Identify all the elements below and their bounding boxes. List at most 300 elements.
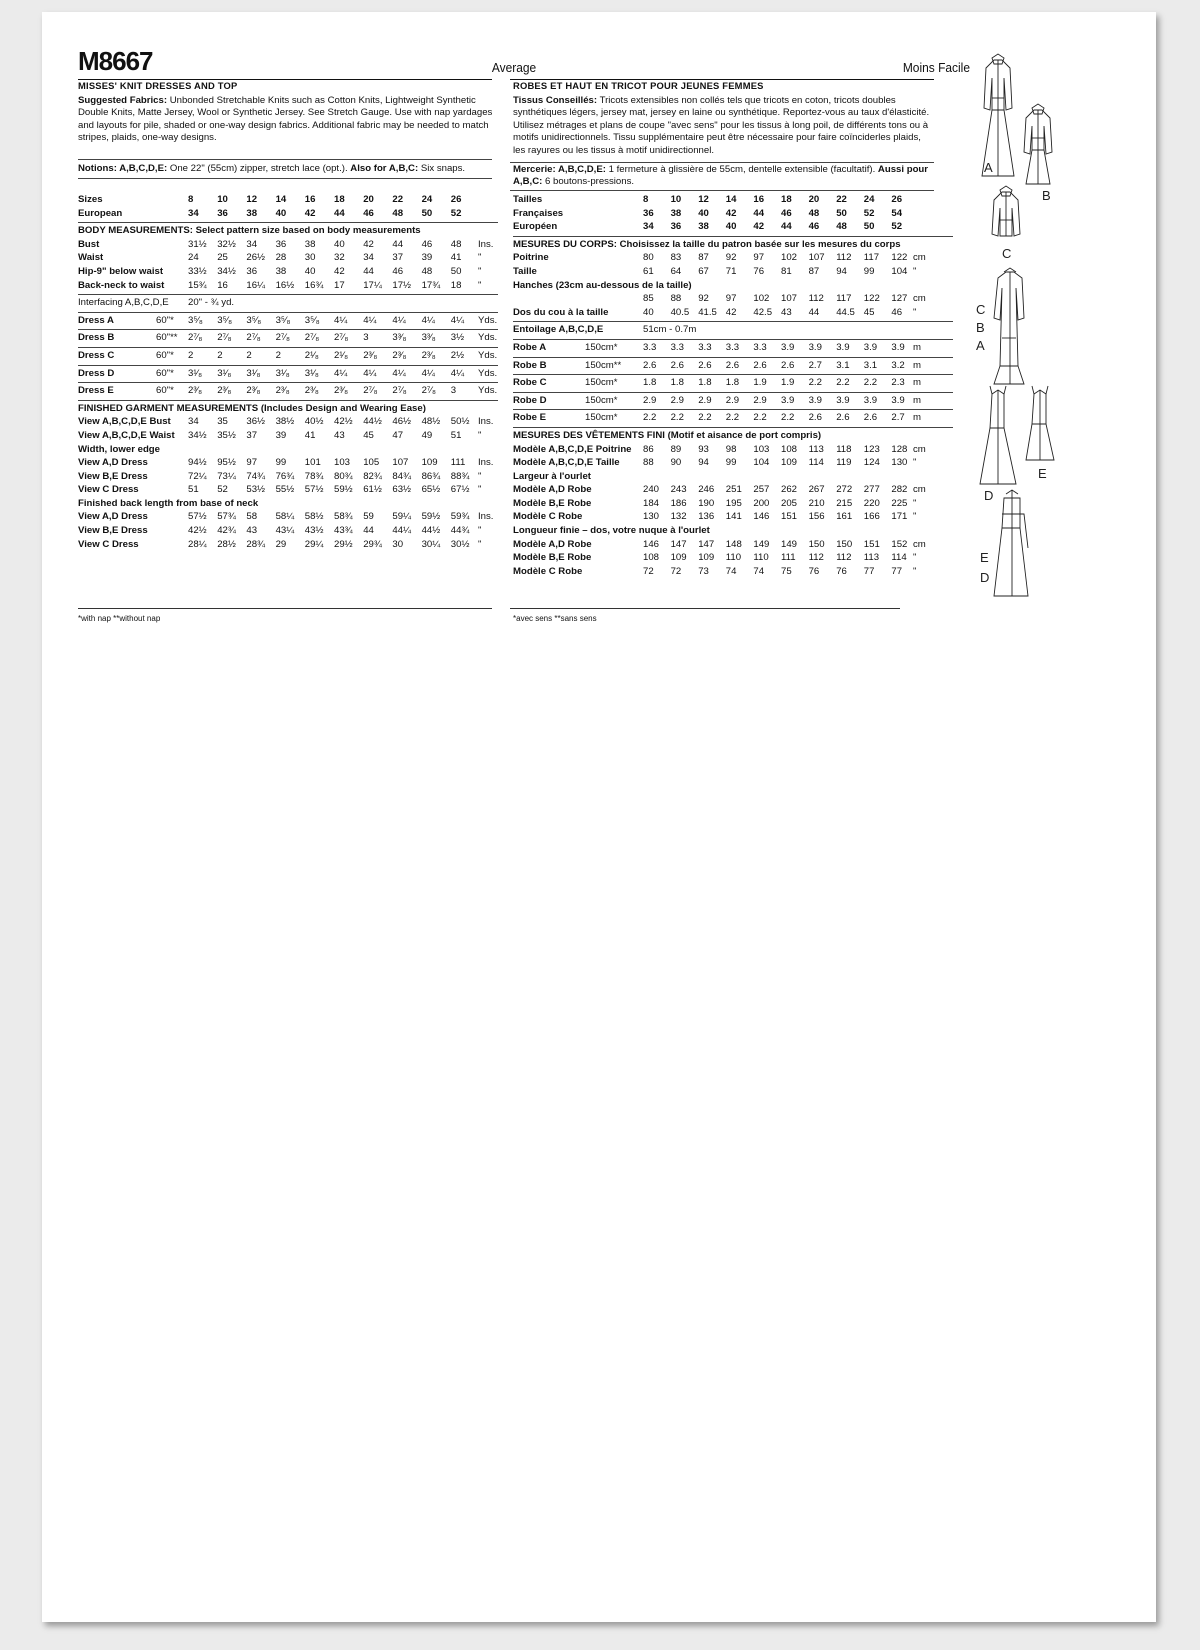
yardage-row xyxy=(78,332,498,346)
table-row xyxy=(78,416,498,430)
row-label: Hanches (23cm au-dessous de la taille) xyxy=(513,279,692,291)
table-cell: 44¼ xyxy=(392,525,412,537)
row-label: Dos du cou à la taille xyxy=(513,306,609,318)
table-cell: 3³⁄₈ xyxy=(421,332,436,344)
table-cell: 107 xyxy=(392,457,409,469)
table-cell: 28 xyxy=(275,252,287,264)
table-cell: 4¼ xyxy=(392,314,406,326)
table-cell: 166 xyxy=(863,511,880,523)
table-cell: 1.8 xyxy=(698,377,712,389)
table-cell: 50 xyxy=(421,207,433,219)
table-cell: 4¼ xyxy=(363,314,377,326)
table-cell: 42 xyxy=(304,207,316,219)
table-cell: 156 xyxy=(808,511,825,523)
notions-also-label-fr: Aussi pour A,B,C: xyxy=(513,164,929,188)
table-row xyxy=(513,539,953,553)
notions-label-fr: Mercerie: A,B,C,D,E: xyxy=(513,164,606,175)
table-row xyxy=(78,484,498,498)
row-label: Dress E xyxy=(78,385,114,397)
fabrics-label-en: Suggested Fabrics: xyxy=(78,95,168,106)
table-cell: 48 xyxy=(392,207,404,219)
table-cell: 3⁵⁄₈ xyxy=(246,314,262,326)
table-cell: 42.5 xyxy=(753,306,773,318)
table-cell: 117 xyxy=(836,293,852,305)
table-cell: 2.6 xyxy=(725,359,740,371)
table-cell: 3¹⁄₈ xyxy=(246,367,261,379)
table-cell: 2³⁄₈ xyxy=(217,385,232,397)
table-cell: 267 xyxy=(808,484,825,496)
table-cell: 112 xyxy=(808,552,824,564)
notions-text-en: One 22" (55cm) zipper, stretch lace (opt.). xyxy=(169,163,348,174)
row-label: Françaises xyxy=(513,207,564,219)
row-label: Robe C xyxy=(513,377,547,389)
table-cell: 41 xyxy=(450,252,462,264)
table-cell: 46½ xyxy=(392,416,412,428)
interfacing-row-fr xyxy=(513,324,953,338)
table-cell: 94 xyxy=(698,457,709,469)
table-row xyxy=(78,239,498,253)
table-cell: 24 xyxy=(188,252,199,264)
table-cell: 26 xyxy=(450,194,462,205)
rule xyxy=(510,162,934,163)
table-cell: 61 xyxy=(643,265,654,277)
table-cell: 1.9 xyxy=(753,377,767,389)
fabric-width: 60"* xyxy=(156,385,174,397)
table-cell: 2.7 xyxy=(808,359,822,371)
unit: " xyxy=(478,470,482,482)
rule xyxy=(513,409,953,410)
row-label: Modèle A,D Robe xyxy=(513,484,592,496)
table-cell: 112 xyxy=(808,293,824,305)
table-cell: 81 xyxy=(781,265,792,277)
table-cell: 272 xyxy=(836,484,853,496)
unit: " xyxy=(478,265,482,277)
table-cell: 40 xyxy=(698,207,709,219)
table-cell: 43 xyxy=(246,525,258,537)
table-cell: 40 xyxy=(304,265,316,277)
view-label-d: D xyxy=(984,488,994,503)
table-cell: 34½ xyxy=(217,265,236,277)
table-cell: 34½ xyxy=(188,429,207,441)
table-cell: 10 xyxy=(217,194,228,205)
table-cell: 149 xyxy=(753,538,770,550)
table-cell: 52 xyxy=(863,207,875,219)
table-cell: 73¼ xyxy=(217,470,236,482)
table-cell: 150 xyxy=(808,538,825,550)
table-cell: 2.6 xyxy=(670,359,684,371)
view-label-c: C xyxy=(1002,246,1012,261)
interfacing-row xyxy=(78,297,498,311)
table-cell: 2.2 xyxy=(725,412,740,424)
row-label: Entoilage A,B,C,D,E xyxy=(513,324,604,336)
table-cell: 22 xyxy=(392,194,404,205)
notions-text-fr: 1 fermeture à glissière de 55cm, dentelle extensible (facultatif). xyxy=(608,164,876,175)
table-cell: 87 xyxy=(698,252,709,264)
table-cell: 76 xyxy=(753,265,765,277)
row-label: Robe A xyxy=(513,341,547,353)
table-cell: 2.2 xyxy=(670,412,684,424)
table-cell: 35 xyxy=(217,416,228,428)
fabrics-text-en: Unbonded Stretchable Knits such as Cotton Knits, Lightweight Synthetic Double Knits, Matte Jersey, Wool or Synthetic Jersey. See Stretch Gauge. Use with nap yardages and layouts for pile, shaded or one-way design fabrics. Additional fabric may be needed to match stripes, plaids, one-way designs. xyxy=(78,95,493,144)
measurements-table-en xyxy=(78,194,498,552)
table-cell: 36 xyxy=(670,221,682,233)
table-cell: 92 xyxy=(725,252,737,264)
notions-also-label-en: Also for A,B,C: xyxy=(350,163,419,174)
table-cell: 240 xyxy=(643,484,660,496)
row-label: Dress C xyxy=(78,349,115,361)
table-cell: 50 xyxy=(863,221,875,233)
unit: Ins. xyxy=(478,511,494,523)
table-cell: 47 xyxy=(392,429,404,441)
table-cell: 18 xyxy=(781,194,792,205)
table-cell: 109 xyxy=(421,457,438,469)
table-cell: 74 xyxy=(753,565,765,577)
table-cell: 51 xyxy=(188,484,199,496)
table-row xyxy=(78,266,498,280)
unit: " xyxy=(478,538,482,550)
unit: " xyxy=(913,497,917,509)
row-label: Interfacing A,B,C,D,E xyxy=(78,297,169,309)
table-cell: 2.9 xyxy=(670,394,684,406)
table-cell: 2³⁄₈ xyxy=(275,385,290,397)
table-cell: 48 xyxy=(450,238,462,250)
row-label: View B,E Dress xyxy=(78,470,148,482)
table-cell: 122 xyxy=(863,293,880,305)
measurements-table-fr xyxy=(513,194,953,579)
table-cell: 74¾ xyxy=(246,470,266,482)
table-cell: 149 xyxy=(781,538,798,550)
table-row xyxy=(78,511,498,525)
hip-row-fr xyxy=(513,293,953,307)
table-row xyxy=(513,307,953,321)
table-cell: 3¹⁄₈ xyxy=(188,367,203,379)
footnote-rule-fr xyxy=(510,608,900,609)
unit: cm xyxy=(913,538,926,550)
table-cell: 3.9 xyxy=(808,341,822,353)
table-cell: 190 xyxy=(698,497,715,509)
table-cell: 151 xyxy=(781,511,798,523)
unit: Ins. xyxy=(478,416,494,428)
unit: m xyxy=(913,359,921,371)
table-cell: 90 xyxy=(670,457,682,469)
table-cell: 57¾ xyxy=(217,511,236,523)
unit: Ins. xyxy=(478,457,494,469)
unit: Yds. xyxy=(478,349,498,361)
table-cell: 112 xyxy=(836,552,852,564)
table-cell: 16 xyxy=(217,279,228,291)
table-cell: 31½ xyxy=(188,238,207,250)
table-cell: 85 xyxy=(643,293,654,305)
table-cell: 3⁵⁄₈ xyxy=(275,314,291,326)
table-cell: 93 xyxy=(698,443,709,455)
table-cell: 119 xyxy=(836,457,852,469)
table-cell: 3¹⁄₈ xyxy=(217,367,232,379)
table-cell: 18 xyxy=(334,194,345,205)
table-cell: 65½ xyxy=(421,484,441,496)
table-cell: 18 xyxy=(450,279,462,291)
dress-b-sketch xyxy=(1024,104,1052,203)
table-cell: 215 xyxy=(836,497,853,509)
table-cell: 97 xyxy=(725,293,737,305)
table-cell: 38½ xyxy=(275,416,295,428)
table-cell: 3.9 xyxy=(781,394,795,406)
table-cell: 122 xyxy=(891,252,908,264)
rule xyxy=(513,357,953,358)
table-cell: 30 xyxy=(304,252,316,264)
yardage-row xyxy=(78,315,498,329)
back-view-ed-sketch xyxy=(980,490,1028,596)
table-cell: 251 xyxy=(725,484,742,496)
unit: " xyxy=(913,552,917,564)
fabrics-label-fr: Tissus Conseillés: xyxy=(513,95,598,106)
row-label: BODY MEASUREMENTS: Select pattern size based on body measurements xyxy=(78,225,421,237)
pattern-number: M8667 xyxy=(78,46,153,76)
table-cell: 44 xyxy=(781,221,792,233)
rule xyxy=(78,312,498,313)
table-cell: 40 xyxy=(643,306,654,318)
table-cell: 2³⁄₈ xyxy=(304,385,319,397)
unit: Yds. xyxy=(478,367,498,379)
table-cell: 2³⁄₈ xyxy=(188,385,203,397)
table-cell: 44½ xyxy=(363,416,382,428)
row-label: Back-neck to waist xyxy=(78,279,165,291)
table-cell: 3.9 xyxy=(863,394,878,406)
table-cell: 36½ xyxy=(246,416,266,428)
table-cell: 4¼ xyxy=(421,314,435,326)
table-cell: 2.6 xyxy=(808,412,822,424)
table-cell: 80 xyxy=(643,252,654,264)
table-cell: 14 xyxy=(725,194,737,205)
yardage-row xyxy=(78,368,498,382)
table-cell: 40 xyxy=(334,238,345,250)
table-cell: 26½ xyxy=(246,252,266,264)
row-label: Modèle B,E Robe xyxy=(513,552,592,564)
table-row xyxy=(513,444,953,458)
table-cell: 46 xyxy=(891,306,903,318)
table-cell: 186 xyxy=(670,497,687,509)
unit: Yds. xyxy=(478,385,498,397)
table-cell: 36 xyxy=(217,207,228,219)
rule xyxy=(513,321,953,322)
table-cell: 34 xyxy=(363,252,374,264)
table-cell: 48½ xyxy=(421,416,441,428)
table-cell: 42 xyxy=(363,238,374,250)
table-cell: 108 xyxy=(781,443,798,455)
table-cell: 3.9 xyxy=(836,394,850,406)
table-cell: 34 xyxy=(188,207,199,219)
top-c-sketch xyxy=(992,186,1020,261)
table-cell: 2.6 xyxy=(836,412,850,424)
table-cell: 16¾ xyxy=(304,279,324,291)
table-row xyxy=(78,457,498,471)
table-cell: 95½ xyxy=(217,457,236,469)
rule xyxy=(78,365,498,366)
table-cell: 48 xyxy=(421,265,433,277)
table-cell: 42 xyxy=(725,207,737,219)
rule xyxy=(78,400,498,401)
table-cell: 3.9 xyxy=(863,341,878,353)
table-cell: 76¾ xyxy=(275,470,295,482)
table-cell: 42½ xyxy=(188,525,207,537)
table-cell: 44¾ xyxy=(450,525,470,537)
table-cell: 17¼ xyxy=(363,279,382,291)
table-cell: 40.5 xyxy=(670,306,690,318)
back-view-cba-sketch xyxy=(976,268,1024,384)
table-cell: 117 xyxy=(863,252,880,264)
rule xyxy=(78,159,492,160)
yardage-row xyxy=(513,395,953,409)
table-cell: 107 xyxy=(781,293,798,305)
table-row xyxy=(513,266,953,280)
table-cell: 87 xyxy=(808,265,820,277)
table-cell: 88¾ xyxy=(450,470,470,482)
table-cell: 42¾ xyxy=(217,525,236,537)
table-cell: 37 xyxy=(392,252,404,264)
table-cell: 73 xyxy=(698,565,709,577)
table-cell: 17 xyxy=(334,279,345,291)
unit: " xyxy=(478,279,482,291)
table-cell: 43¼ xyxy=(275,525,295,537)
row-label: Robe E xyxy=(513,412,547,424)
table-cell: 36 xyxy=(246,265,258,277)
table-cell: 3.1 xyxy=(863,359,878,371)
table-cell: 22 xyxy=(836,194,847,205)
table-cell: 89 xyxy=(670,443,682,455)
yardage-row xyxy=(78,350,498,364)
table-cell: 50½ xyxy=(450,416,470,428)
table-cell: 34 xyxy=(643,221,654,233)
rule xyxy=(78,178,492,179)
table-cell: 58¼ xyxy=(275,511,295,523)
notions-label-en: Notions: A,B,C,D,E: xyxy=(78,163,168,174)
fabrics-text-fr: Tricots extensibles non collés tels que tricots en coton, tricots doubles synthétiques légers, jersey mat, jersey en laine ou synthétique. Reportez-vous au taux d'élasticité. Utilisez métrages et plans de coupe "avec sens" pour les tissus à long poil, de différents tons ou à motifs unidirectionnels. Tissu supplémentaire peut être nécessaire pour faire coïnciderles plaids, les rayures ou les tissus à motif unidirectionnel. xyxy=(513,95,930,156)
unit: Yds. xyxy=(478,332,498,344)
table-cell: 58½ xyxy=(304,511,324,523)
row-label: Finished back length from base of neck xyxy=(78,497,259,509)
row-label: View A,D Dress xyxy=(78,457,148,469)
table-cell: 2.2 xyxy=(863,377,878,389)
table-cell: 37 xyxy=(246,429,258,441)
table-cell: 104 xyxy=(753,457,770,469)
table-cell: 3½ xyxy=(450,332,465,344)
table-cell: 41.5 xyxy=(698,306,717,318)
table-cell: 72 xyxy=(643,565,654,577)
svg-text:D: D xyxy=(980,570,990,585)
table-cell: 26 xyxy=(891,194,903,205)
row-label: View C Dress xyxy=(78,484,139,496)
row-label: View B,E Dress xyxy=(78,525,148,537)
table-cell: 104 xyxy=(891,265,908,277)
unit: m xyxy=(913,341,921,353)
table-cell: 12 xyxy=(698,194,709,205)
body-heading xyxy=(78,225,498,239)
rule xyxy=(78,222,498,223)
table-cell: 76 xyxy=(836,565,847,577)
rule xyxy=(78,347,498,348)
row-label: MESURES DU CORPS: Choisissez la taille du patron basée sur les mesures du corps xyxy=(513,238,901,250)
table-cell: 40 xyxy=(275,207,287,219)
unit: " xyxy=(478,429,482,441)
table-cell: 2.6 xyxy=(781,359,795,371)
table-cell: 41 xyxy=(304,429,316,441)
table-cell: 3⁵⁄₈ xyxy=(304,314,320,326)
table-cell: 38 xyxy=(246,207,258,219)
table-cell: 76 xyxy=(808,565,820,577)
table-cell: 3 xyxy=(363,332,369,344)
table-cell: 2³⁄₈ xyxy=(246,385,261,397)
rule xyxy=(513,339,953,340)
table-cell: 59¼ xyxy=(392,511,412,523)
table-cell: 43¾ xyxy=(334,525,353,537)
table-cell: 44 xyxy=(753,207,765,219)
notions-also-text-en: Six snaps. xyxy=(420,163,466,174)
sizes-row xyxy=(78,194,498,208)
table-cell: 2 xyxy=(275,349,281,361)
row-label: Taille xyxy=(513,265,537,277)
table-cell: 3 xyxy=(450,385,457,397)
table-cell: 2⁷⁄₈ xyxy=(246,332,261,344)
unit: " xyxy=(478,525,482,537)
table-cell: 103 xyxy=(334,457,351,469)
table-cell: 46 xyxy=(808,221,820,233)
yardage-row xyxy=(513,342,953,356)
table-cell: 110 xyxy=(725,552,742,564)
length-heading xyxy=(78,498,498,512)
row-label: Modèle C Robe xyxy=(513,511,583,523)
table-cell: 52 xyxy=(217,484,228,496)
table-cell: 48 xyxy=(808,207,820,219)
table-cell: 99 xyxy=(275,457,287,469)
rule xyxy=(78,329,498,330)
table-cell: 2.2 xyxy=(753,412,767,424)
fabric-width: 60"* xyxy=(156,349,174,361)
table-cell: 146 xyxy=(753,511,770,523)
table-cell: 88 xyxy=(670,293,682,305)
table-cell: 72 xyxy=(670,565,682,577)
unit: " xyxy=(913,565,917,577)
table-cell: 1.8 xyxy=(670,377,684,389)
table-cell: 141 xyxy=(725,511,742,523)
table-cell: 128 xyxy=(891,443,908,455)
table-cell: 4¼ xyxy=(334,367,348,379)
table-cell: 2.9 xyxy=(643,394,657,406)
table-cell: 42 xyxy=(334,265,345,277)
notions-en xyxy=(78,163,498,175)
fabric-width: 150cm* xyxy=(585,394,618,406)
table-cell: 29 xyxy=(275,538,287,550)
table-cell: 3.1 xyxy=(836,359,850,371)
table-cell: 2⁷⁄₈ xyxy=(188,332,203,344)
table-cell: 24 xyxy=(863,194,875,205)
table-cell: 64 xyxy=(670,265,682,277)
row-label: Modèle A,D Robe xyxy=(513,538,592,550)
table-cell: 282 xyxy=(891,484,908,496)
table-cell: 3⁵⁄₈ xyxy=(188,314,203,326)
table-cell: 92 xyxy=(698,293,709,305)
table-row xyxy=(513,457,953,471)
row-label: FINISHED GARMENT MEASUREMENTS (Includes Design and Wearing Ease) xyxy=(78,402,426,414)
table-cell: 112 xyxy=(836,252,852,264)
table-cell: 130 xyxy=(643,511,660,523)
table-cell: 44 xyxy=(808,306,820,318)
table-cell: 20 xyxy=(808,194,820,205)
table-cell: 44 xyxy=(392,238,404,250)
table-cell: 29¼ xyxy=(304,538,324,550)
table-cell: 243 xyxy=(670,484,687,496)
table-cell: 2⁷⁄₈ xyxy=(363,385,378,397)
table-cell: 2.2 xyxy=(781,412,795,424)
finished-heading xyxy=(78,403,498,417)
